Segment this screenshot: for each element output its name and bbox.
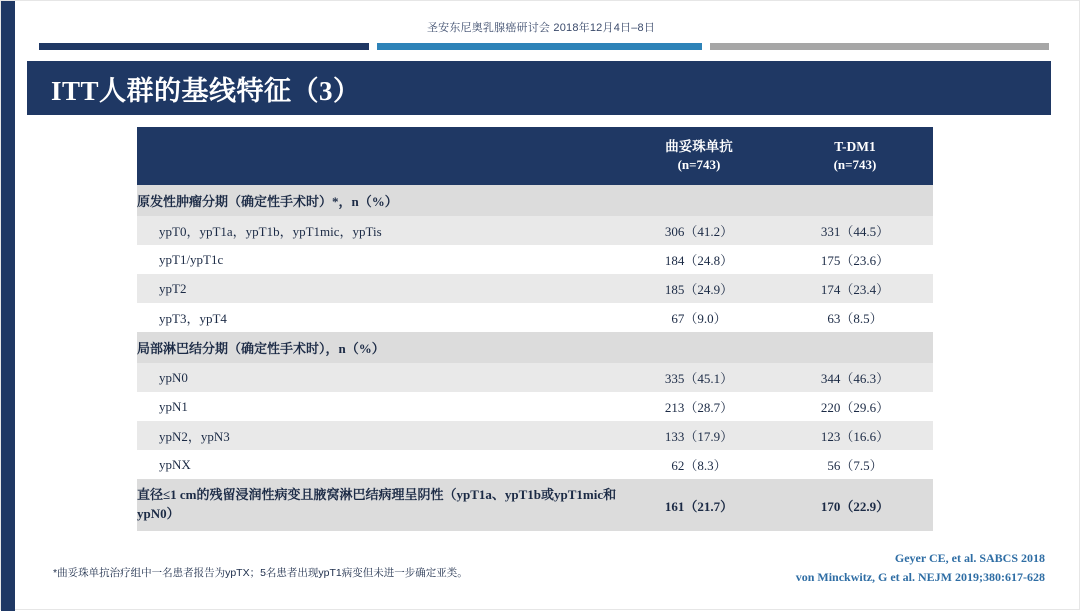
left-accent-bar <box>1 1 15 611</box>
row-label: ypN0 <box>137 363 621 392</box>
row-value-col1: 62（8.3） <box>621 450 777 479</box>
table-row <box>137 216 933 245</box>
row-value-col2: 63（8.5） <box>777 303 933 332</box>
row-value-col1: 184（24.8） <box>621 245 777 274</box>
row-value-col1: 185（24.9） <box>621 274 777 303</box>
row-value-col2: 170（22.9） <box>777 479 933 531</box>
table-row <box>137 392 933 421</box>
row-label: ypNX <box>137 450 621 479</box>
row-label: 原发性肿瘤分期（确定性手术时）*，n（%） <box>137 185 621 216</box>
row-label: ypT2 <box>137 274 621 303</box>
header-col2-name: T-DM1 <box>834 139 876 155</box>
row-label: ypT3，ypT4 <box>137 303 621 332</box>
table-row <box>137 450 933 479</box>
row-value-col1: 335（45.1） <box>621 363 777 392</box>
table-row <box>137 303 933 332</box>
header-col1-n: (n=743) <box>677 157 721 173</box>
row-value-col1: 306（41.2） <box>621 216 777 245</box>
row-label: ypT1/ypT1c <box>137 245 621 274</box>
row-value-col2 <box>777 332 933 363</box>
reference-block <box>585 549 1045 586</box>
row-value-col2: 344（46.3） <box>777 363 933 392</box>
row-value-col2: 220（29.6） <box>777 392 933 421</box>
row-label: 直径≤1 cm的残留浸润性病变且腋窝淋巴结病理呈阴性（ypT1a、ypT1b或ypT1mic和ypN0） <box>137 479 621 531</box>
table-row <box>137 421 933 450</box>
row-value-col1: 133（17.9） <box>621 421 777 450</box>
header-cell-trastuzumab <box>621 127 777 185</box>
row-value-col1: 161（21.7） <box>621 479 777 531</box>
table-head <box>137 127 933 185</box>
reference-line-2: von Minckwitz, G et al. NEJM 2019;380:617-628 <box>795 569 1045 584</box>
row-value-col2: 123（16.6） <box>777 421 933 450</box>
row-value-col1 <box>621 332 777 363</box>
row-label: ypT0，ypT1a，ypT1b，ypT1mic，ypTis <box>137 216 621 245</box>
header-col1-name: 曲妥珠单抗 <box>665 139 733 155</box>
reference-line-1: Geyer CE, et al. SABCS 2018 <box>894 551 1045 565</box>
header-rule-row <box>39 43 1049 50</box>
table-row <box>137 479 933 531</box>
table-row <box>137 363 933 392</box>
row-value-col1 <box>621 185 777 216</box>
row-label: ypN2，ypN3 <box>137 421 621 450</box>
page-title: ITT人群的基线特征（3） <box>51 75 361 106</box>
row-value-col2: 56（7.5） <box>777 450 933 479</box>
row-value-col2: 174（23.4） <box>777 274 933 303</box>
slide-title-band <box>27 61 1051 115</box>
row-label: ypN1 <box>137 392 621 421</box>
row-value-col2: 175（23.6） <box>777 245 933 274</box>
table-row <box>137 245 933 274</box>
baseline-characteristics-table <box>137 127 933 531</box>
conference-banner: 圣安东尼奥乳腺癌研讨会 2018年12月4日–8日 <box>426 22 656 34</box>
row-value-col2 <box>777 185 933 216</box>
header-cell-tdm1 <box>777 127 933 185</box>
header-col2-n: (n=743) <box>833 157 877 173</box>
rule-segment-navy <box>39 43 369 50</box>
table-row <box>137 332 933 363</box>
row-value-col1: 213（28.7） <box>621 392 777 421</box>
header-cell-blank <box>137 127 621 185</box>
row-value-col2: 331（44.5） <box>777 216 933 245</box>
table-body <box>137 185 933 531</box>
row-label: 局部淋巴结分期（确定性手术时），n（%） <box>137 332 621 363</box>
table-row <box>137 185 933 216</box>
table-row <box>137 274 933 303</box>
rule-segment-blue <box>377 43 702 50</box>
footnote: *曲妥珠单抗治疗组中一名患者报告为ypTX；5名患者出现ypT1病变但未进一步确定亚类。 <box>53 567 468 579</box>
table-header-row <box>137 127 933 185</box>
row-value-col1: 67（9.0） <box>621 303 777 332</box>
rule-segment-gray <box>710 43 1049 50</box>
